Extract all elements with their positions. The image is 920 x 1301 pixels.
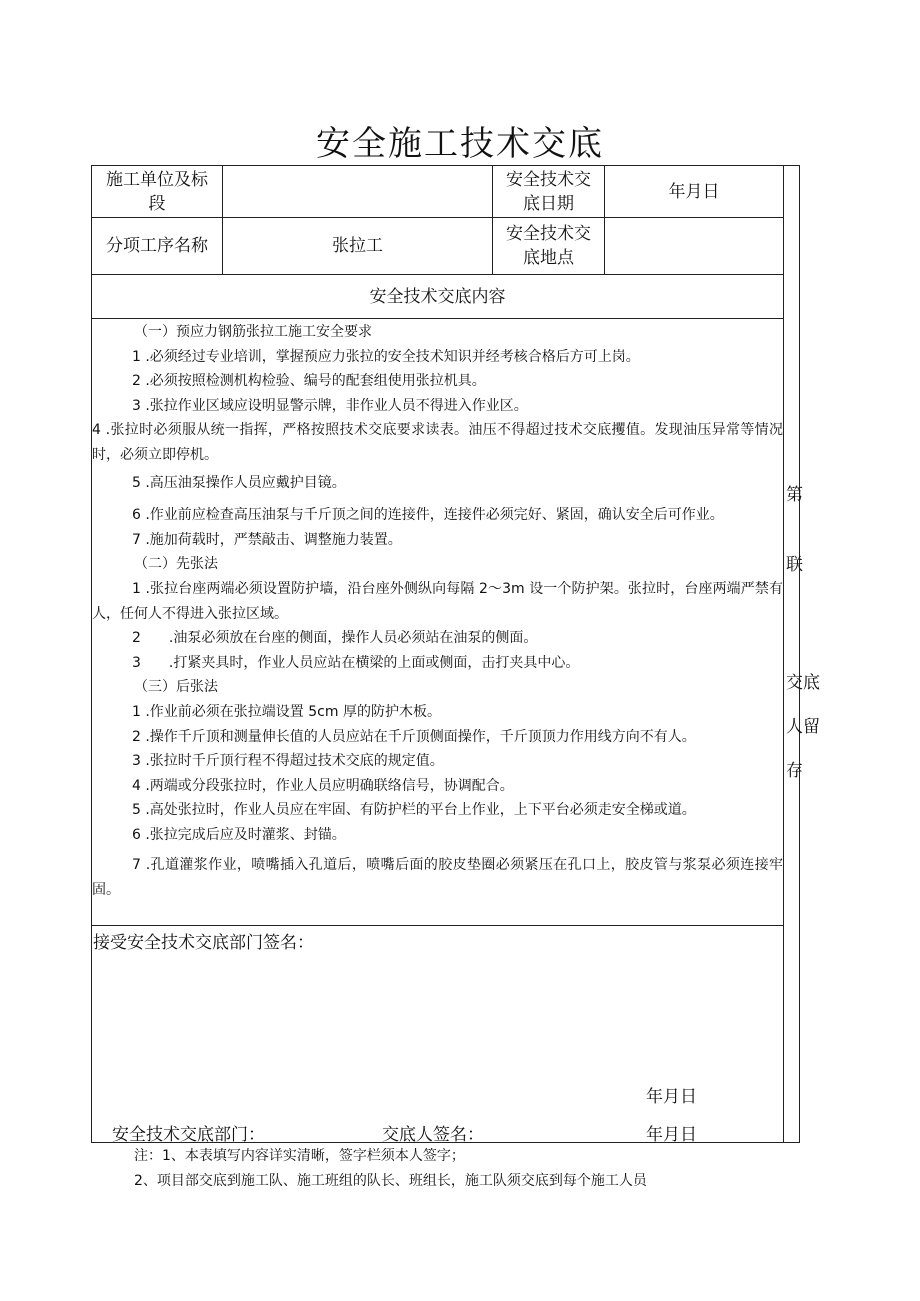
receiver-date[interactable]: 年月日	[646, 1087, 697, 1107]
list-item: 3 .打紧夹具时，作业人员应站在横梁的上面或侧面，击打夹具中心。	[132, 654, 580, 671]
list-item: 1 .张拉台座两端必须设置防护墙，沿台座外侧纵向每隔 2～3m 设一个防护架。张拉时，台座两端严禁有人，任何人不得进入张拉区域。	[92, 580, 783, 622]
side-text-3: 交底	[786, 673, 820, 693]
process-value[interactable]: 张拉工	[332, 236, 383, 256]
dept-label: 安全技术交底部门：	[112, 1125, 265, 1145]
side-text-5: 存	[786, 761, 803, 781]
side-text-2: 联	[786, 555, 803, 575]
section-2-title: （二）先张法	[134, 556, 218, 573]
date-value[interactable]: 年月日	[668, 181, 720, 202]
signer-label: 交底人签名：	[382, 1125, 484, 1145]
list-item: 5 .高处张拉时，作业人员应在牢固、有防护栏的平台上作业，上下平台必须走安全梯或道。	[132, 802, 696, 819]
location-label: 安全技术交底地点	[506, 224, 591, 268]
list-item: 7 .施加荷载时，严禁敲击、调整施力装置。	[132, 531, 402, 548]
content-heading-line	[91, 318, 783, 319]
list-item: 3 .张拉时千斤顶行程不得超过技术交底的规定值。	[132, 753, 444, 770]
side-column-divider	[783, 165, 784, 1143]
signer-date[interactable]: 年月日	[646, 1125, 697, 1145]
list-item: 3 .张拉作业区域应设明显警示牌，非作业人员不得进入作业区。	[132, 397, 528, 414]
unit-label: 施工单位及标段	[106, 169, 208, 214]
list-item: 2 .操作千斤顶和测量伸长值的人员应站在千斤顶侧面操作，千斤顶顶力作用线方向不有人。	[132, 728, 696, 745]
list-item: 6 .张拉完成后应及时灌浆、封锚。	[132, 826, 346, 843]
content-bottom-line	[91, 925, 783, 926]
side-text-1: 第	[786, 485, 803, 505]
page-title: 安全施工技术交底	[316, 124, 604, 164]
side-text-4: 人留	[786, 717, 820, 737]
list-item: 7 .孔道灌浆作业，喷嘴插入孔道后，喷嘴后面的胶皮垫圈必须紧压在孔口上，胶皮管与浆泵必须连接牢固。	[92, 857, 783, 899]
section-1-title: （一）预应力钢筋张拉工施工安全要求	[134, 324, 372, 340]
date-label: 安全技术交底日期	[506, 169, 591, 214]
process-label: 分项工序名称	[106, 236, 208, 256]
list-item: 1 .必须经过专业培训，掌握预应力张拉的安全技术知识并经考核合格后方可上岗。	[132, 348, 640, 365]
unit-value-field[interactable]	[223, 166, 492, 217]
list-item: 2 .必须按照检测机构检验、编号的配套组使用张拉机具。	[132, 373, 486, 390]
note-1: 注：1、本表填写内容详实清晰，签字栏须本人签字；	[134, 1148, 465, 1164]
content-heading: 安全技术交底内容	[369, 286, 506, 307]
list-item: 4 .两端或分段张拉时，作业人员应明确联络信号，协调配合。	[132, 777, 514, 794]
list-item: 6 .作业前应检查高压油泵与千斤顶之间的连接件，连接件必须完好、紧固，确认安全后可作业。	[132, 507, 724, 524]
content-body	[92, 320, 783, 924]
section-3-title: （三）后张法	[134, 679, 218, 696]
list-item: 2 .油泵必须放在台座的侧面，操作人员必须站在油泵的侧面。	[132, 630, 538, 647]
note-2: 2、项目部交底到施工队、施工班组的队长、班组长，施工队须交底到每个施工人员	[134, 1173, 647, 1189]
list-item: 4 .张拉时必须服从统一指挥，严格按照技术交底要求读表。油压不得超过技术交底攫值。发现油压异常等情况时，必须立即停机。	[92, 422, 783, 463]
list-item: 1 .作业前必须在张拉端设置 5cm 厚的防护木板。	[132, 703, 441, 720]
location-value-field[interactable]	[605, 218, 783, 274]
receiver-signature-label: 接受安全技术交底部门签名：	[93, 933, 314, 953]
list-item: 5 .高压油泵操作人员应戴护目镜。	[132, 474, 346, 491]
